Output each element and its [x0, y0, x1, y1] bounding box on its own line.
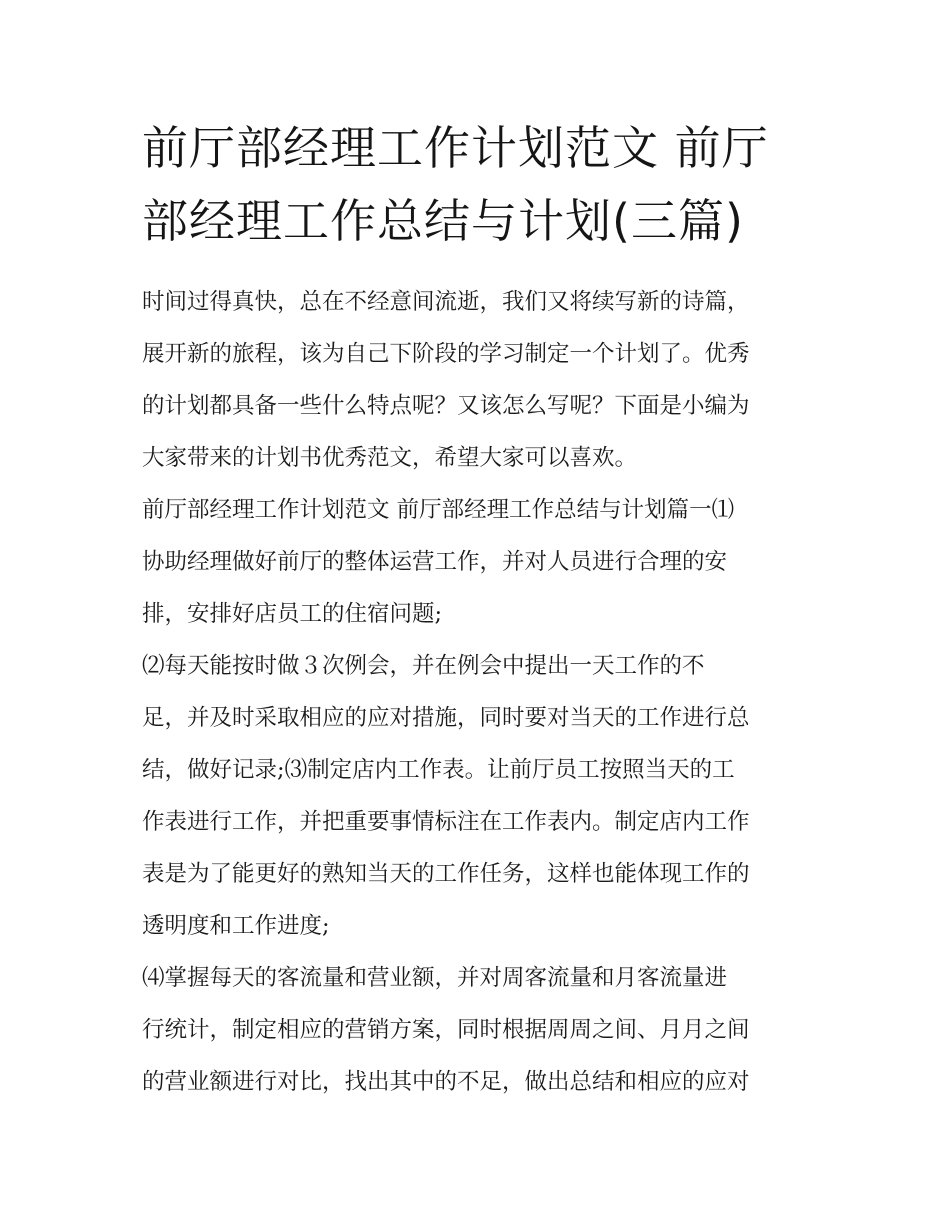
body-line: 足，并及时采取相应的应对措施，同时要对当天的工作进行总: [142, 705, 750, 731]
body-line: ⑷掌握每天的客流量和营业额，并对周客流量和月客流量进: [142, 965, 728, 991]
body-line: 的营业额进行对比，找出其中的不足，做出总结和相应的应对: [142, 1069, 750, 1095]
body-line: 展开新的旅程，该为自己下阶段的学习制定一个计划了。优秀: [142, 341, 750, 367]
title-line: 部经理工作总结与计划(三篇): [142, 194, 744, 248]
body-line: 行统计，制定相应的营销方案，同时根据周周之间、月月之间: [142, 1017, 750, 1043]
body-line: 时间过得真快，总在不经意间流逝，我们又将续写新的诗篇，: [142, 289, 750, 315]
document-title: [142, 112, 822, 258]
body-line: 排，安排好店员工的住宿问题;: [142, 601, 443, 627]
document-body: [142, 276, 822, 1108]
title-line: 前厅部经理工作计划范文 前厅: [142, 121, 769, 175]
body-line: 作表进行工作，并把重要事情标注在工作表内。制定店内工作: [142, 809, 750, 835]
body-line: 的计划都具备一些什么特点呢？又该怎么写呢？下面是小编为: [142, 393, 750, 419]
body-line: ⑵每天能按时做３次例会，并在例会中提出一天工作的不: [142, 653, 705, 679]
body-line: 结，做好记录;⑶制定店内工作表。让前厅员工按照当天的工: [142, 757, 735, 783]
body-line: 前厅部经理工作计划范文 前厅部经理工作总结与计划篇一⑴: [142, 497, 735, 523]
body-line: 表是为了能更好的熟知当天的工作任务，这样也能体现工作的: [142, 861, 750, 887]
body-line: 协助经理做好前厅的整体运营工作，并对人员进行合理的安: [142, 549, 728, 575]
body-line: 透明度和工作进度;: [142, 913, 330, 939]
body-line: 大家带来的计划书优秀范文，希望大家可以喜欢。: [142, 445, 638, 471]
